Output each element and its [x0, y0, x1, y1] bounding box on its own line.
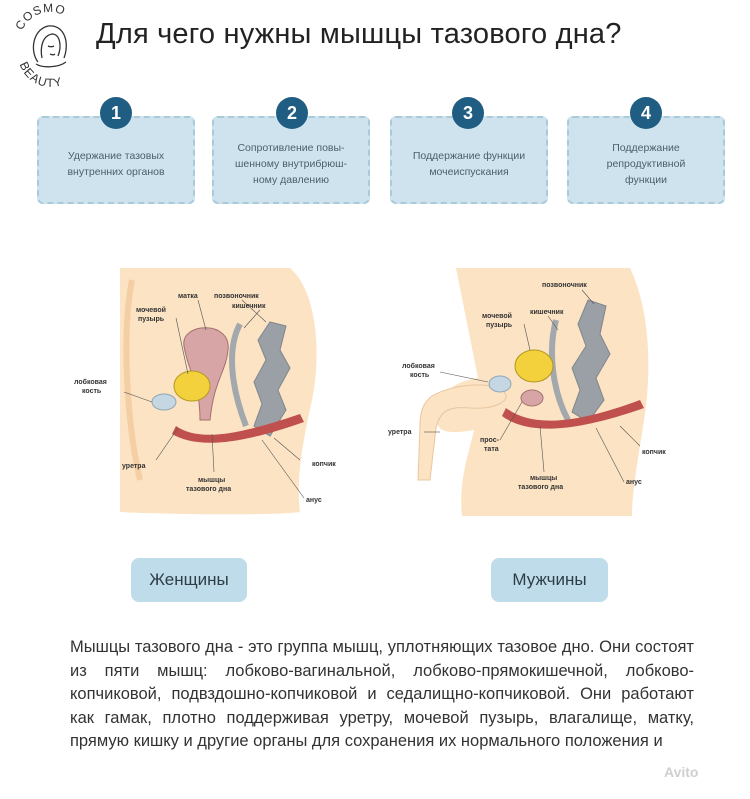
avito-watermark: Avito: [664, 764, 699, 780]
description-text: Мышцы тазового дна - это группа мышц, уплотняющих тазовое дно. Они состоят из пяти мышц: лобково-вагинальной, лобково-прямокишечной, лобково-копчиковой, подвздошно-копчиковой и седалищно-копчиковой. Они работают как гамак, плотно поддерживая уретру, мочевой пузырь, влагалище, матку, прямую кишку и другие органы для сохранения их нормального положения и: [70, 638, 694, 750]
label-female-urethra: уретра: [122, 463, 146, 470]
label-female-bladder-2: пузырь: [138, 316, 165, 323]
function-number-badge: 3: [452, 97, 484, 129]
function-card-1: [37, 116, 195, 204]
card-3-line: мочеиспускания: [429, 166, 509, 178]
card-2-line: шенному внутрибрюш-: [235, 158, 347, 170]
label-male-pubic-2: кость: [410, 372, 430, 379]
label-male-muscles-2: тазового дна: [518, 484, 564, 491]
label-female-muscles-2: тазового дна: [186, 486, 232, 493]
label-female-uterus: матка: [178, 293, 198, 300]
label-male-urethra: уретра: [388, 429, 412, 436]
label-male-prostate: прос-: [480, 437, 499, 444]
function-number-badge: 2: [276, 97, 308, 129]
card-2-line: ному давлению: [253, 174, 329, 186]
label-female-intestine: кишечник: [232, 303, 266, 310]
male-pelvis-diagram: [388, 268, 666, 516]
label-female-anus: анус: [306, 497, 322, 504]
card-1-line: внутренних органов: [67, 166, 165, 178]
label-female-pubic-2: кость: [82, 388, 102, 395]
label-female-coccyx: копчик: [312, 461, 336, 468]
function-card-4: [567, 116, 725, 204]
label-male-coccyx: копчик: [642, 449, 666, 456]
female-bladder: [174, 371, 210, 401]
label-male-prostate-2: тата: [484, 446, 499, 453]
female-pelvis-diagram: [74, 268, 336, 514]
page-title: Для чего нужны мышцы тазового дна?: [96, 18, 622, 50]
svg-text:BEAUTY: [17, 60, 65, 88]
anatomy-diagrams: [0, 250, 750, 540]
label-male-intestine: кишечник: [530, 309, 564, 316]
brand-logo: [8, 2, 94, 88]
card-4-line: функции: [625, 174, 667, 186]
card-2-line: Сопротивление повы-: [237, 142, 345, 154]
label-male-anus: анус: [626, 479, 642, 486]
card-4-line: репродуктивной: [606, 158, 686, 170]
male-pubic-bone: [489, 376, 511, 392]
woman-face-icon: [33, 26, 66, 67]
label-female-pubic: лобковая: [74, 379, 107, 386]
logo-top-text: COSMO: [12, 2, 68, 33]
function-card-2: [212, 116, 370, 204]
label-male-pubic: лобковая: [402, 363, 435, 370]
label-male-bladder-2: пузырь: [486, 322, 513, 329]
female-button[interactable]: Женщины: [131, 558, 247, 602]
label-male-bladder: мочевой: [482, 313, 512, 320]
label-male-muscles: мышцы: [530, 475, 558, 482]
function-number-badge: 4: [630, 97, 662, 129]
label-male-spine: позвоночник: [542, 282, 587, 289]
logo-bottom-text: BEAUTY: [16, 59, 65, 88]
female-pubic-bone: [152, 394, 176, 410]
card-4-line: Поддержание: [612, 142, 680, 154]
function-card-3: [390, 116, 548, 204]
label-female-bladder: мочевой: [136, 307, 166, 314]
label-female-spine: позвоночник: [214, 293, 259, 300]
label-female-muscles: мышцы: [198, 477, 226, 484]
card-1-line: Удержание тазовых: [67, 150, 165, 162]
male-bladder: [515, 350, 553, 382]
card-3-line: Поддержание функции: [412, 150, 526, 162]
function-number-badge: 1: [100, 97, 132, 129]
male-button[interactable]: Мужчины: [491, 558, 608, 602]
male-prostate: [521, 390, 543, 406]
